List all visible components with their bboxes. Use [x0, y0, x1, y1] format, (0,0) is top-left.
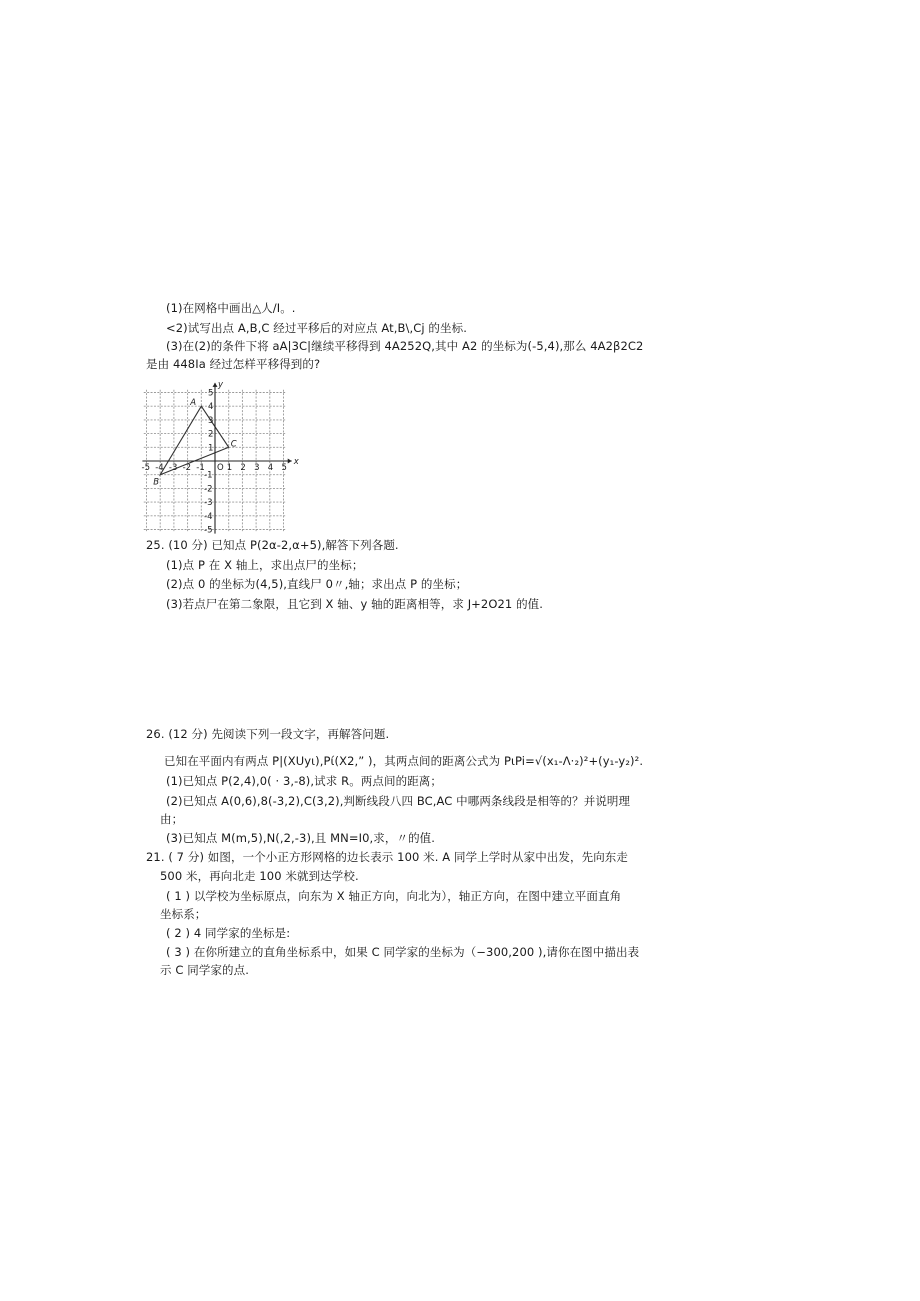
- point-label-b: B: [153, 477, 160, 488]
- x-axis-label: x: [293, 457, 299, 467]
- q26-heading: 26. (12 分) 先阅读下列一段文字，再解答问题.: [146, 727, 390, 741]
- q26-intro: 已知在平面内有两点 P|(XUyι),Pί(X2,” )，其两点间的距离公式为 PιPi=√(x₁-Λ·₂)²+(y₁-y₂)².: [164, 754, 644, 768]
- x-tick-label: -5: [141, 463, 150, 473]
- q21-part2: ( 2 ) 4 同学家的坐标是:: [166, 926, 291, 940]
- q21-part3b: 示 C 同学家的点.: [160, 963, 249, 977]
- q26-part2b: 由；: [160, 812, 184, 826]
- q21-heading: 21. ( 7 分) 如图，一个小正方形网格的边长表示 100 米. A 同学上学时从家中出发，先向东走: [146, 850, 628, 864]
- x-tick-label: 1: [226, 463, 233, 473]
- y-tick-label: -1: [204, 470, 213, 481]
- y-tick-label: 2: [208, 429, 214, 440]
- q25-part3: (3)若点尸在第二象限，且它到 X 轴、y 轴的距离相等，求 J+2O21 的值.: [166, 597, 544, 611]
- q25-part1: (1)点 P 在 X 轴上，求出点尸的坐标；: [166, 558, 364, 572]
- y-tick-label: 5: [208, 388, 214, 399]
- point-label-a: A: [190, 398, 197, 409]
- point-label-c: C: [230, 439, 237, 450]
- x-tick-label: 5: [281, 463, 287, 473]
- y-tick-label: 1: [208, 443, 214, 454]
- q21-part1b: 坐标系；: [160, 907, 207, 921]
- axes: [142, 383, 291, 534]
- x-tick-label: 2: [240, 463, 246, 473]
- y-axis-label: y: [218, 380, 224, 391]
- q24-part3a: (3)在(2)的条件下将 aA|3C|继续平移得到 4A252Q,其中 A2 的坐标为(-5,4),那么 4A2β2C2: [166, 339, 644, 353]
- coordinate-grid-figure: [141, 367, 306, 536]
- x-tick-label: -2: [182, 463, 192, 473]
- q25-heading: 25. (10 分) 已知点 P(2α-2,α+5),解答下列各题.: [146, 538, 399, 552]
- x-tick-label: -4: [155, 463, 164, 473]
- q24-part1: (1)在网格中画出△人/I。.: [166, 301, 296, 315]
- y-axis-arrow: [213, 383, 218, 387]
- y-tick-label: 4: [208, 402, 214, 413]
- x-tick-label: O: [217, 463, 224, 473]
- q21-part3a: ( 3 ) 在你所建立的直角坐标系中，如果 C 同学家的坐标为（−300,200 ),请你在图中描出表: [166, 945, 640, 959]
- q24-part2: <2)试写出点 A,B,C 经过平移后的对应点 At,B\,Cj 的坐标.: [166, 321, 467, 335]
- q25-part2: (2)点 0 的坐标为(4,5),直线尸 0〃,轴；求出点 P 的坐标；: [166, 577, 468, 591]
- y-tick-label: -5: [204, 525, 213, 536]
- x-tick-label: 3: [254, 463, 260, 473]
- q26-part2a: (2)已知点 A(0,6),8(-3,2),C(3,2),判断线段八四 BC,AC 中哪两条线段是相等的？并说明理: [166, 794, 631, 808]
- q26-part3: (3)已知点 M(m,5),N(,2,-3),且 MN=I0,求，〃的值.: [166, 831, 436, 845]
- x-axis-arrow: [288, 459, 292, 464]
- y-tick-label: -4: [204, 511, 213, 522]
- y-tick-label: -2: [204, 484, 213, 495]
- q21-heading-cont: 500 米，再向北走 100 米就到达学校.: [160, 869, 359, 883]
- x-tick-label: -3: [168, 463, 178, 473]
- q26-part1: (1)已知点 P(2,4),0( · 3,-8),试求 R。两点间的距离；: [166, 774, 442, 788]
- q24-part3b: 是由 448Ia 经过怎样平移得到的?: [146, 357, 321, 371]
- y-tick-label: -3: [204, 498, 213, 509]
- x-tick-label: -1: [196, 463, 205, 473]
- x-tick-label: 4: [267, 463, 274, 473]
- q21-part1a: ( 1 ) 以学校为坐标原点，向东为 X 轴正方向，向北为），轴正方向，在图中建立平面直角: [166, 889, 622, 903]
- axis-labels: [142, 380, 300, 535]
- y-tick-label: 3: [208, 415, 214, 426]
